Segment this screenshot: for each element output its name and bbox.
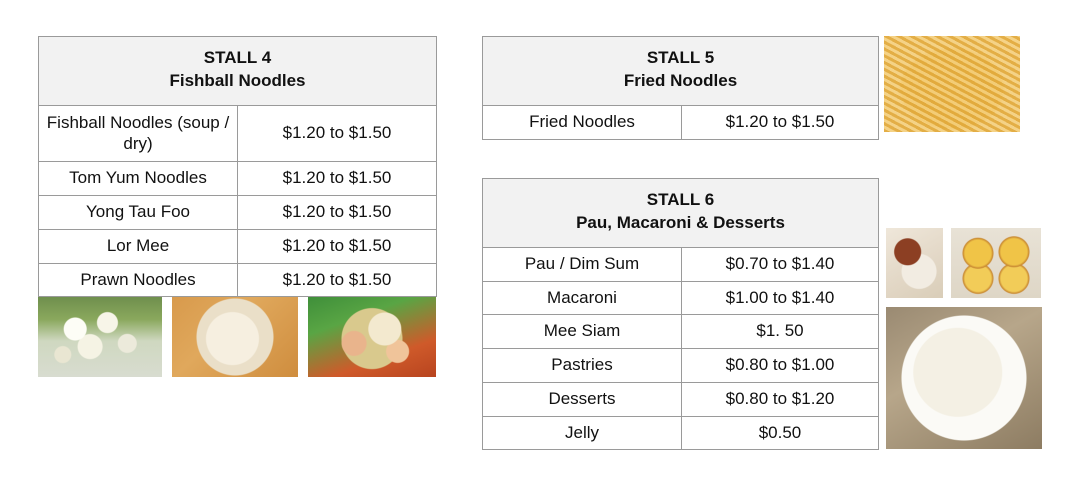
pau-photo [886, 228, 943, 298]
menu-item-price: $1.20 to $1.50 [238, 105, 437, 161]
table-row [483, 349, 879, 383]
menu-item-price: $1.20 to $1.50 [238, 196, 437, 230]
menu-item-price: $0.80 to $1.20 [682, 382, 879, 416]
stall-4-header [39, 37, 437, 106]
menu-item-name-line2: (soup / dry) [123, 112, 230, 153]
menu-item-name: Yong Tau Foo [39, 196, 238, 230]
table-row [483, 281, 879, 315]
menu-item-price: $1. 50 [682, 315, 879, 349]
menu-item-price: $1.20 to $1.50 [238, 162, 437, 196]
table-row [483, 105, 879, 139]
prawn-noodles-photo-image [308, 297, 436, 377]
table-row [39, 263, 437, 297]
table-row [39, 162, 437, 196]
stall-6-header-line1: STALL 6 [646, 190, 715, 209]
table-header-row [483, 179, 879, 248]
fishball-noodles-photo [38, 297, 162, 377]
yong-tau-foo-soup-photo [172, 297, 298, 377]
stall-4-header-line2: Fishball Noodles [169, 70, 306, 90]
menu-item-name: Pastries [483, 349, 682, 383]
table-row [483, 315, 879, 349]
menu-item-name [39, 105, 238, 161]
menu-item-price: $0.80 to $1.00 [682, 349, 879, 383]
egg-tarts-photo [951, 228, 1041, 298]
menu-item-name: Tom Yum Noodles [39, 162, 238, 196]
stall-4-menu-table [38, 36, 437, 297]
menu-item-name: Fried Noodles [483, 105, 682, 139]
fishball-noodles-photo-image [38, 297, 162, 377]
egg-tarts-photo-image [951, 228, 1041, 298]
menu-item-name: Mee Siam [483, 315, 682, 349]
menu-item-name: Macaroni [483, 281, 682, 315]
stall-6-header-line2: Pau, Macaroni & Desserts [576, 212, 785, 232]
fried-noodles-photo [884, 36, 1020, 132]
table-row [39, 105, 437, 161]
stall-5-header-line2: Fried Noodles [623, 70, 738, 90]
stall-6-menu-table [482, 178, 879, 450]
menu-item-price: $0.50 [682, 416, 879, 450]
menu-item-name: Lor Mee [39, 229, 238, 263]
menu-item-name: Jelly [483, 416, 682, 450]
menu-item-name: Prawn Noodles [39, 263, 238, 297]
stall-5-menu-table [482, 36, 879, 140]
prawn-noodles-photo [308, 297, 436, 377]
menu-item-name: Pau / Dim Sum [483, 247, 682, 281]
menu-item-price: $1.20 to $1.50 [238, 229, 437, 263]
pau-photo-image [886, 228, 943, 298]
menu-item-name: Desserts [483, 382, 682, 416]
macaroni-soup-photo [886, 307, 1042, 449]
menu-item-price: $1.20 to $1.50 [238, 263, 437, 297]
stall-4-header-line1: STALL 4 [203, 48, 272, 67]
macaroni-soup-photo-image [886, 307, 1042, 449]
table-header-row [483, 37, 879, 106]
table-row [39, 229, 437, 263]
stall-5-header [483, 37, 879, 106]
menu-item-price: $1.00 to $1.40 [682, 281, 879, 315]
fried-noodles-photo-image [884, 36, 1020, 132]
stall-6-header [483, 179, 879, 248]
menu-item-price: $0.70 to $1.40 [682, 247, 879, 281]
table-header-row [39, 37, 437, 106]
stall-5-header-line1: STALL 5 [646, 48, 715, 67]
table-row [39, 196, 437, 230]
menu-item-name-line1: Fishball Noodles [46, 112, 173, 132]
table-row [483, 382, 879, 416]
yong-tau-foo-soup-photo-image [172, 297, 298, 377]
menu-item-price: $1.20 to $1.50 [682, 105, 879, 139]
table-row [483, 416, 879, 450]
table-row [483, 247, 879, 281]
